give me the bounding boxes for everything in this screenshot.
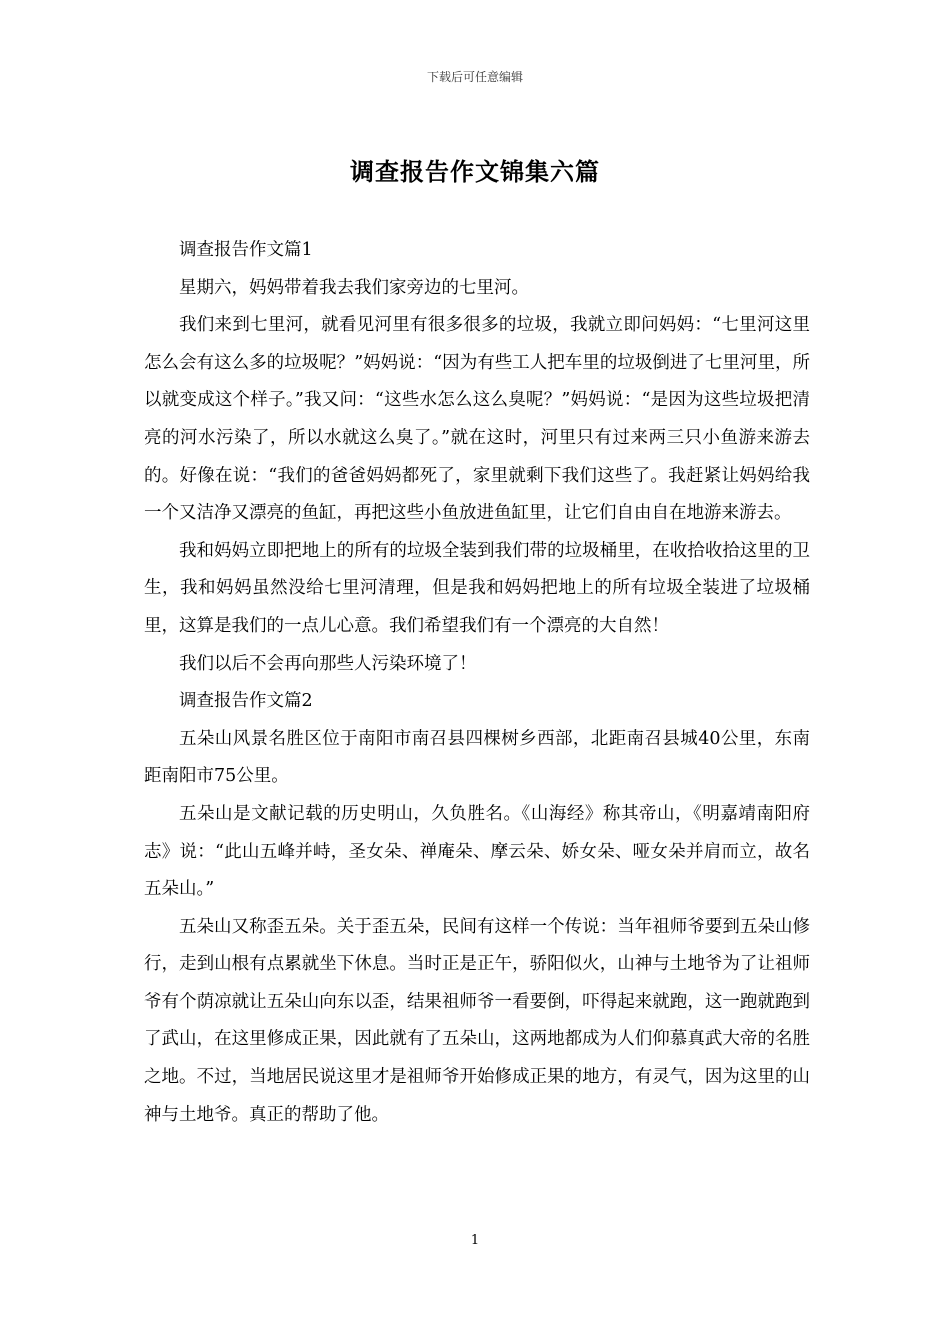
page-number: 1	[470, 1233, 480, 1248]
section-heading-1: 调查报告作文篇1	[179, 240, 313, 260]
page-header-note: 下载后可任意编辑	[426, 70, 523, 84]
paragraph: 五朵山是文献记载的历史明山，久负胜名。《山海经》称其帝山，《明嘉靖南阳府志》说：“此山五峰并峙，圣女朵、禅庵朵、摩云朵、娇女朵、哑女朵并肩而立，故名五朵山。”	[144, 803, 810, 900]
paragraph: 星期六，妈妈带着我去我们家旁边的七里河。	[179, 277, 529, 298]
paragraph: 五朵山又称歪五朵。关于歪五朵，民间有这样一个传说：当年祖师爷要到五朵山修行，走到山根有点累就坐下休息。当时正是正午，骄阳似火，山神与土地爷为了让祖师爷有个荫凉就让五朵山向东以歪，结果祖师爷一看要倒，吓得起来就跑，这一跑就跑到了武山，在这里修成正果，因此就有了五朵山，这两地都成为人们仰慕真武大帝的名胜之地。不过，当地居民说这里才是祖师爷开始修成正果的地方，有灵气，因为这里的山神与土地爷。真正的帮助了他。	[144, 916, 810, 1125]
paragraph: 我和妈妈立即把地上的所有的垃圾全装到我们带的垃圾桶里，在收拾收拾这里的卫生，我和妈妈虽然没给七里河清理，但是我和妈妈把地上的所有垃圾全装进了垃圾桶里，这算是我们的一点儿心意。我们希望我们有一个漂亮的大自然！	[144, 540, 810, 636]
paragraph: 我们以后不会再向那些人污染环境了！	[179, 653, 477, 674]
document-title: 调查报告作文锦集六篇	[350, 157, 600, 186]
paragraph: 我们来到七里河，就看见河里有很多很多的垃圾，我就立即问妈妈：“七里河这里怎么会有这么多的垃圾呢？”妈妈说：“因为有些工人把车里的垃圾倒进了七里河里，所以就变成这个样子。”我又问：“这些水怎么这么臭呢？”妈妈说：“是因为这些垃圾把清亮的河水污染了，所以水就这么臭了。”就在这时，河里只有过来两三只小鱼游来游去的。好像在说：“我们的爸爸妈妈都死了，家里就剩下我们这些了。我赶紧让妈妈给我一个又洁净又漂亮的鱼缸，再把这些小鱼放进鱼缸里，让它们自由自在地游来游去。	[144, 315, 810, 524]
paragraph: 五朵山风景名胜区位于南阳市南召县四棵树乡西部，北距南召县城40公里，东南距南阳市75公里。	[144, 728, 810, 787]
document-body	[144, 232, 810, 1134]
section-heading-2: 调查报告作文篇2	[179, 691, 313, 712]
